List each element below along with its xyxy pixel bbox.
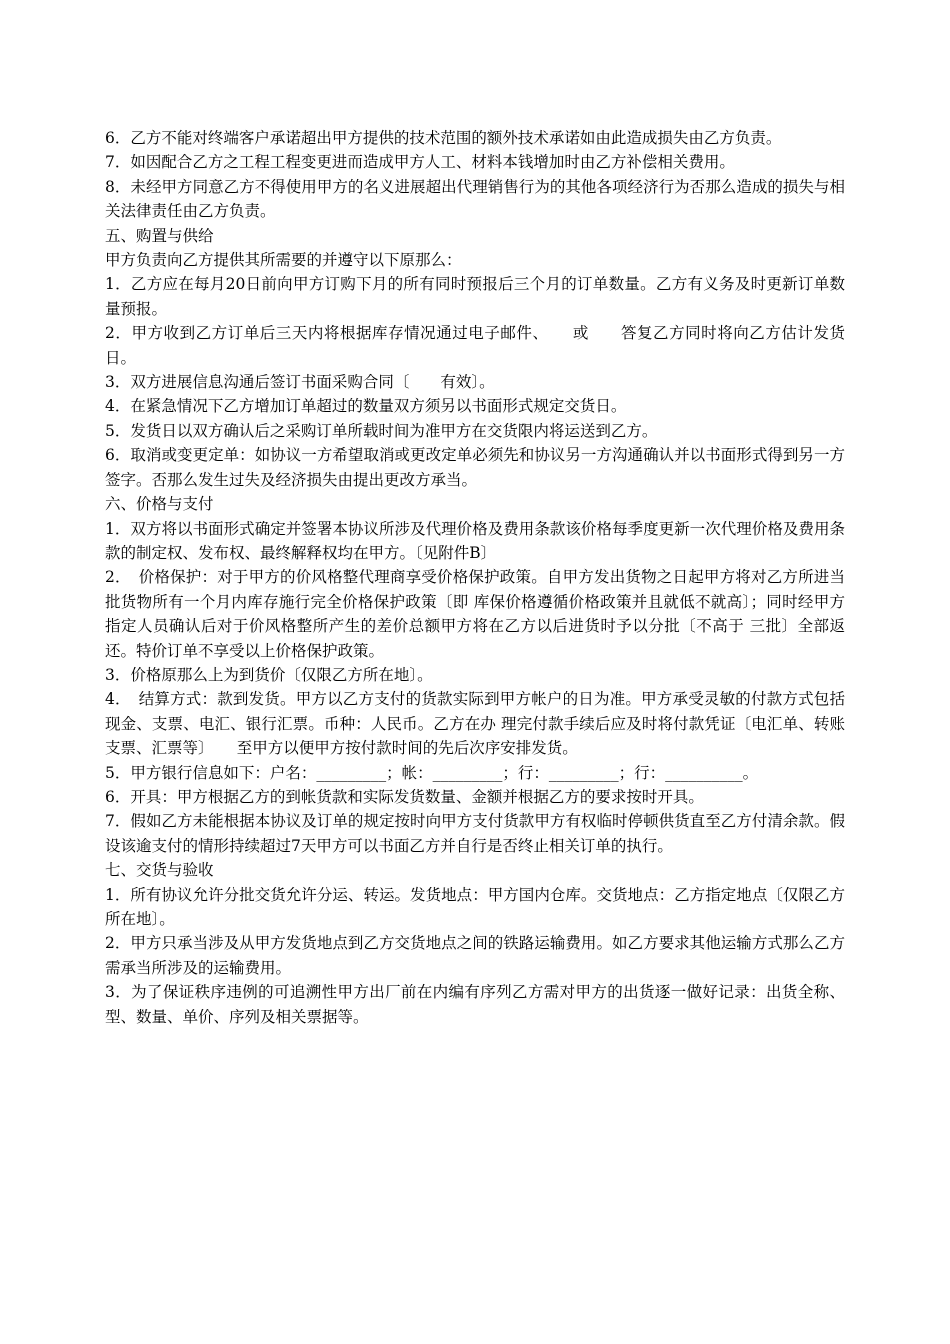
document-body	[105, 126, 845, 1029]
section-intro-purchase-supply: 甲方负责向乙方提供其所需要的并遵守以下原那么：	[105, 251, 462, 270]
clause-6-1: 1．双方将以书面形式确定并签署本协议所涉及代理价格及费用条款该价格每季度更新一次代理价格及费用条款的制定权、发布权、最终解释权均在甲方。〔见附件B〕	[105, 519, 845, 562]
section-heading-delivery-acceptance: 七、交货与验收	[105, 861, 214, 880]
clause-4-7: 7．如因配合乙方之工程工程变更进而造成甲方人工、材料本钱增加时由乙方补偿相关费用。	[105, 153, 735, 172]
clause-5-5: 5．发货日以双方确认后之采购订单所载时间为准甲方在交货限内将运送到乙方。	[105, 421, 658, 440]
section-heading-price-payment: 六、价格与支付	[105, 495, 214, 514]
clause-5-2: 2．甲方收到乙方订单后三天内将根据库存情况通过电子邮件、 或 答复乙方同时将向乙方估计发货日。	[105, 324, 845, 367]
clause-6-6: 6．开具：甲方根据乙方的到帐货款和实际发货数量、金额并根据乙方的要求按时开具。	[105, 787, 704, 806]
clause-7-3: 3．为了保证秩序违例的可追溯性甲方出厂前在内编有序列乙方需对甲方的出货逐一做好记录：出货全称、型、数量、单价、序列及相关票据等。	[105, 983, 845, 1026]
clause-7-2: 2．甲方只承当涉及从甲方发货地点到乙方交货地点之间的铁路运输费用。如乙方要求其他运输方式那么乙方需承当所涉及的运输费用。	[105, 934, 845, 977]
clause-6-7: 7．假如乙方未能根据本协议及订单的规定按时向甲方支付货款甲方有权临时停顿供货直至乙方付清余款。假设该逾支付的情形持续超过7天甲方可以书面乙方并自行是否终止相关订单的执行。	[105, 812, 845, 855]
section-heading-purchase-supply: 五、购置与供给	[105, 226, 214, 245]
clause-6-5: 5．甲方银行信息如下：户名：_________；帐：_________；行：_________；行：__________。	[105, 763, 759, 782]
clause-4-6: 6．乙方不能对终端客户承诺超出甲方提供的技术范围的额外技术承诺如由此造成损失由乙方负责。	[105, 129, 782, 147]
clause-5-3: 3．双方进展信息沟通后签订书面采购合同〔 有效〕。	[105, 373, 495, 392]
clause-7-1: 1．所有协议允许分批交货允许分运、转运。发货地点：甲方国内仓库。交货地点：乙方指定地点〔仅限乙方所在地〕。	[105, 885, 845, 928]
clause-6-2: 2． 价格保护：对于甲方的价风格整代理商享受价格保护政策。自甲方发出货物之日起甲方将对乙方所进当批货物所有一个月内库存施行完全价格保护政策〔即 库保价格遵循价格政策并且就低不就高〕；同时经甲方指定人员确认后对于价风格整所产生的差价总额甲方将在乙方以后进货时予以分批〔不高于 三批〕全部返还。特价订单不享受以上价格保护政策。	[105, 568, 845, 660]
clause-5-1: 1．乙方应在每月20日前向甲方订购下月的所有同时预报后三个月的订单数量。乙方有义务及时更新订单数量预报。	[105, 275, 845, 318]
clause-6-3: 3．价格原那么上为到货价〔仅限乙方所在地〕。	[105, 665, 433, 684]
clause-4-8: 8．未经甲方同意乙方不得使用甲方的名义进展超出代理销售行为的其他各项经济行为否那么造成的损失与相关法律责任由乙方负责。	[105, 177, 845, 221]
clause-6-4: 4． 结算方式：款到发货。甲方以乙方支付的货款实际到甲方帐户的日为准。甲方承受灵敏的付款方式包括现金、支票、电汇、银行汇票。币种：人民币。乙方在办 理完付款手续后应及时将付款凭证〔电汇单、转账支票、汇票等〕 至甲方以便甲方按付款时间的先后次序安排发货。	[105, 690, 845, 758]
clause-5-4: 4．在紧急情况下乙方增加订单超过的数量双方须另以书面形式规定交货日。	[105, 397, 627, 416]
clause-5-6: 6．取消或变更定单：如协议一方希望取消或更改定单必须先和协议另一方沟通确认并以书面形式得到另一方签字。否那么发生过失及经济损失由提出更改方承当。	[105, 446, 845, 489]
